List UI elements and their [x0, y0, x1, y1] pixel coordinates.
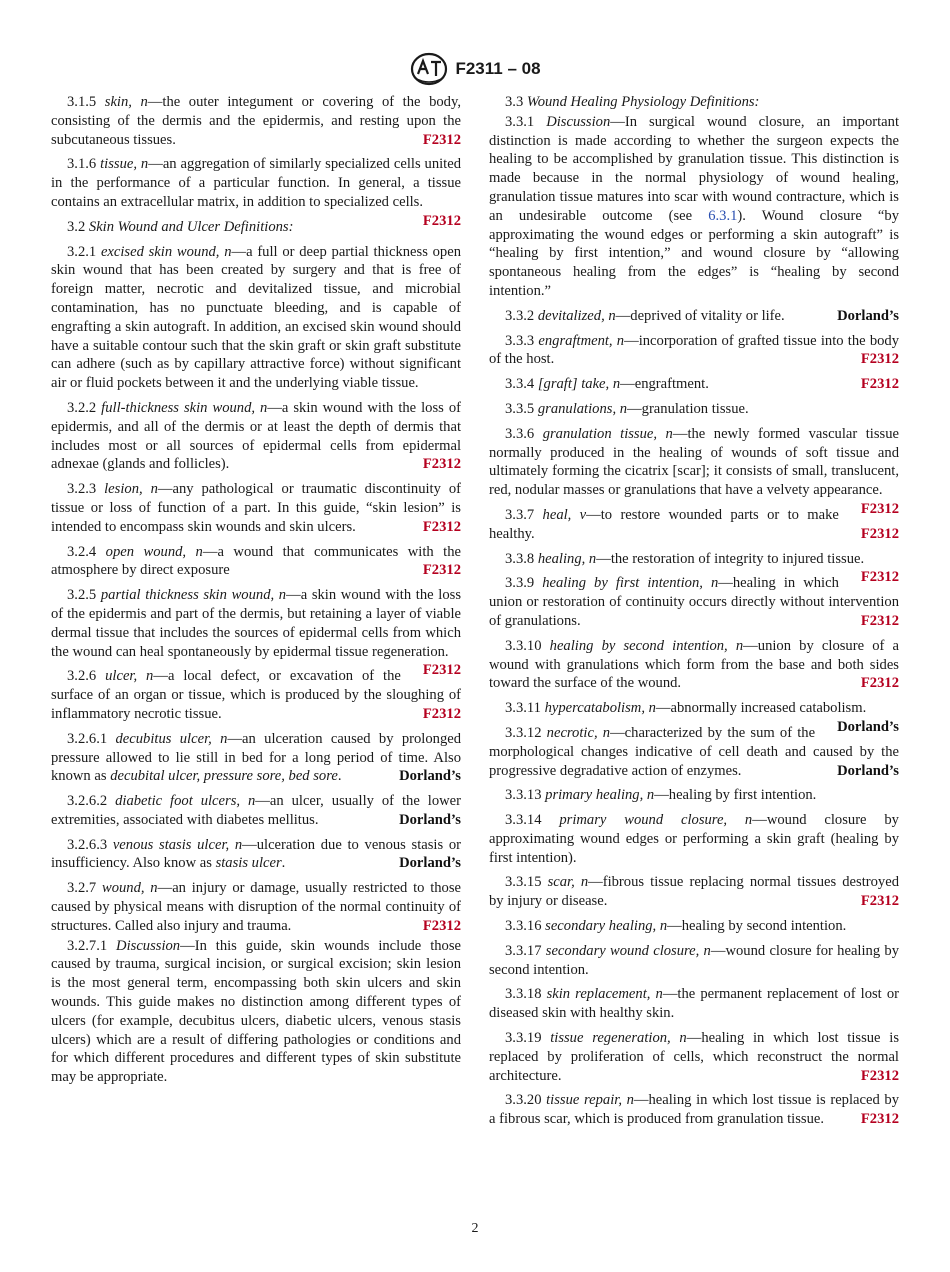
page-header [0, 52, 950, 86]
section-heading [51, 218, 461, 237]
definition-entry [489, 332, 899, 370]
source-reference: F2312 [860, 376, 899, 393]
definition-text: —healing in which lost tissue is replaced by proliferation of cells, which reconstruct the normal architecture. [489, 1030, 899, 1084]
definition-entry [489, 307, 899, 326]
definition-text: —the restoration of integrity to injured tissue. [596, 550, 865, 567]
section-number: 3.2 [67, 218, 89, 235]
defined-term: granulations, n [537, 400, 628, 417]
defined-term: open wound, n [105, 543, 203, 560]
definition-text: —an injury or damage, usually restricted to those caused by physical means with disruption of the normal continuity of structures. Called also injury and trauma. [51, 880, 462, 934]
definition-entry [489, 113, 899, 301]
clause-number: 3.3.9 [505, 575, 543, 592]
source-reference: F2312 [860, 500, 899, 517]
definition-entry [51, 730, 461, 786]
source-reference: F2312 [422, 917, 461, 934]
defined-term: hypercatabolism, n [544, 700, 656, 717]
definition-text-end: . [337, 768, 342, 785]
clause-number: 3.2.6.3 [67, 836, 113, 853]
clause-number: 3.2.2 [67, 399, 102, 416]
clause-number: 3.3.4 [505, 376, 538, 393]
definition-entry [489, 506, 899, 544]
page-number: 2 [471, 1221, 479, 1236]
clause-number: 3.1.6 [67, 156, 101, 173]
definition-text: —healing by first intention. [654, 787, 817, 804]
alternate-terms: decubital ulcer, pressure sore, bed sore [110, 768, 338, 785]
defined-term: heal, v [542, 506, 587, 523]
defined-term: tissue, n [100, 156, 149, 173]
definition-entry [489, 786, 899, 805]
definition-text: —incorporation of grafted tissue into the body of the host. [489, 332, 900, 368]
defined-term: granulation tissue, n [542, 425, 673, 442]
clause-number: 3.3.5 [505, 400, 538, 417]
definition-entry [489, 1091, 899, 1129]
definition-text: —engraftment. [620, 376, 709, 393]
clause-number: 3.3.6 [505, 425, 543, 442]
definition-entry [489, 375, 899, 394]
definition-text: —characterized by the sum of the morphological changes indicative of cell death and caused by the progressive degradative action of enzymes. [489, 724, 899, 779]
definition-entry [489, 942, 899, 980]
definition-entry [51, 543, 461, 581]
source-reference: F2312 [422, 518, 461, 535]
defined-term: necrotic, n [546, 724, 611, 741]
definition-entry [51, 792, 461, 830]
clause-number: 3.2.6 [67, 668, 106, 685]
defined-term: partial thickness skin wound, n [100, 587, 287, 604]
defined-term: diabetic foot ulcers, n [115, 793, 256, 810]
source-reference: F2312 [860, 525, 899, 542]
definition-text: —wound closure by approximating wound edges or performing a skin graft (healing by first intention). [489, 812, 899, 866]
clause-number: 3.3.10 [505, 637, 550, 654]
source-reference: Dorland’s [837, 307, 899, 324]
defined-term: secondary healing, n [545, 918, 668, 935]
section-link[interactable]: 6.3.1 [708, 207, 738, 224]
clause-number: 3.3.2 [505, 307, 538, 324]
section-heading [489, 93, 899, 112]
definition-text: —healing in which union or restoration of continuity occurs directly without intervention of granulations. [489, 575, 899, 629]
defined-term: Discussion [546, 113, 611, 130]
clause-number: 3.3.8 [505, 550, 538, 567]
definition-text: —ulceration due to venous stasis or insufficiency. Also know as [51, 836, 461, 872]
defined-term: Discussion [116, 937, 181, 954]
source-reference: F2312 [860, 893, 899, 910]
section-title: Skin Wound and Ulcer Definitions: [88, 218, 294, 235]
clause-number: 3.2.1 [67, 243, 101, 260]
clause-number: 3.3.16 [505, 918, 546, 935]
definition-text: —healing by second intention. [667, 918, 847, 935]
section-title: Wound Healing Physiology Definitions: [526, 94, 760, 110]
definition-text: —a local defect, or excavation of the surface of an organ or tissue, which is produced by the sloughing of inflammatory necrotic tissue. [51, 668, 461, 722]
definition-entry [489, 637, 899, 693]
definition-text: —a wound that communicates with the atmosphere by direct exposure [51, 543, 461, 579]
source-reference: Dorland’s [399, 811, 461, 828]
definition-text: —In surgical wound closure, an important distinction is made according to whether the surgeon expects the healing to be accomplished by granulation tissue. This distinction is made because in the normal physiology of wound healing, granulation tissue matures into scar with wound contracture, which is an undesirable outcome (see [489, 113, 899, 224]
clause-number: 3.3.14 [505, 812, 560, 829]
definition-text: —the newly formed vascular tissue normally produced in the healing of wounds of soft tissue and ultimately forming the cicatrix [scar]; it consists of small, translucent, red, nodular masses or granulations that have a velvety appearance. [489, 425, 899, 499]
clause-number: 3.3.15 [505, 874, 548, 891]
source-reference: F2312 [860, 675, 899, 692]
clause-number: 3.2.7 [67, 880, 102, 897]
definition-text: —an aggregation of similarly specialized cells united in the performance of a particular function. In general, a tissue contains an extracellular matrix, in addition to specialized cells. [51, 156, 462, 210]
defined-term: decubitus ulcer, n [115, 730, 228, 747]
source-reference: F2312 [860, 612, 899, 629]
definition-entry [51, 836, 461, 874]
source-reference: F2312 [860, 1067, 899, 1084]
definition-text: —an ulcer, usually of the lower extremities, associated with diabetes mellitus. [51, 793, 462, 828]
definition-entry [489, 873, 899, 911]
defined-term: skin replacement, n [546, 986, 663, 1003]
defined-term: full-thickness skin wound, n [101, 399, 268, 416]
source-reference: Dorland’s [399, 855, 461, 872]
defined-term: tissue repair, n [546, 1092, 634, 1109]
defined-term: scar, n [547, 874, 589, 891]
defined-term: healing, n [537, 550, 597, 567]
clause-number: 3.3.7 [505, 506, 543, 523]
defined-term: lesion, n [104, 481, 158, 498]
clause-number: 3.3.20 [505, 1092, 547, 1109]
defined-term: healing by second intention, n [549, 637, 744, 654]
definition-entry [489, 985, 899, 1023]
definition-entry [489, 1029, 899, 1085]
source-reference: F2312 [860, 351, 899, 368]
clause-number: 3.3.12 [505, 724, 547, 741]
clause-number: 3.3.3 [505, 332, 539, 349]
definition-text: —a full or deep partial thickness open skin wound that has been created by surgery and that is free of foreign matter, necrotic and devitalized tissue, and microbial contamination, has no punctuate bleeding, and is capable of engrafting a skin autograft. In addition, an excised skin wound should have a suitable contour such that the skin graft or skin graft substitute can adhere (such as by capillary attractive force) without significant air or fluid pockets between it and the underlying viable tissue. [51, 243, 461, 392]
definition-text: —union by closure of a wound with granulations which form from the base and both sides toward the surface of the wound. [489, 637, 899, 692]
defined-term: healing by first intention, n [542, 575, 719, 592]
section-number: 3.3 [505, 94, 527, 110]
definition-text: —the permanent replacement of lost or diseased skin with healthy skin. [489, 986, 899, 1022]
definition-text: —In this guide, skin wounds include those caused by trauma, surgical incision, or surgical excision; skin lesion is the most general term, encompassing both skin ulcers and skin wounds. This guide makes no distinction among different types of ulcers (for example, decubitus ulcers, diabetic ulcers, venous stasis ulcers) which are a result of differing pathologies or conditions and for which different procedures and different types of skin substitute may be appropriate. [51, 937, 461, 1086]
clause-number: 3.3.13 [505, 787, 546, 804]
definition-entry [51, 480, 461, 536]
definition-text: —wound closure for healing by second intention. [489, 942, 899, 978]
standard-designation: F2311 – 08 [455, 59, 541, 78]
defined-term: secondary wound closure, n [545, 942, 711, 959]
definition-text: —an ulceration caused by prolonged pressure allowed to lie still in bed for a long period of time. Also known as [51, 730, 462, 785]
definition-entry [51, 667, 461, 723]
definition-entry [489, 400, 899, 419]
clause-number: 3.3.11 [505, 700, 545, 717]
clause-number: 3.2.3 [67, 481, 105, 498]
definition-text: —healing in which lost tissue is replaced by a fibrous scar, which is produced from granulation tissue. [489, 1092, 899, 1128]
defined-term: excised skin wound, n [100, 243, 232, 260]
source-reference: Dorland’s [399, 768, 461, 785]
clause-number: 3.2.4 [67, 543, 106, 560]
definition-entry [489, 811, 899, 867]
defined-term: ulcer, n [105, 668, 154, 685]
definition-text: —fibrous tissue replacing normal tissues destroyed by injury or disease. [489, 874, 899, 910]
clause-number: 3.2.7.1 [67, 937, 117, 954]
source-reference: F2312 [860, 1111, 899, 1128]
definition-text: —a skin wound with the loss of the epidermis and part of the dermis, but retaining a layer of viable dermal tissue that includes the sources of epidermal cells from which the wound can heal spontaneously by epidermal tissue regeneration. [51, 587, 461, 660]
clause-number: 3.2.6.2 [67, 793, 116, 810]
definition-text: —abnormally increased catabolism. [655, 700, 867, 717]
clause-number: 3.3.1 [505, 113, 547, 130]
left-column [51, 93, 461, 1093]
clause-number: 3.2.6.1 [67, 730, 116, 747]
alternate-terms: stasis ulcer [215, 855, 282, 872]
definition-entry [51, 937, 461, 1087]
clause-number: 3.1.5 [67, 94, 105, 110]
definition-entry [51, 93, 461, 149]
defined-term: skin, n [104, 94, 148, 110]
definition-text: —deprived of vitality or life. [615, 307, 785, 324]
source-reference: F2312 [422, 662, 461, 679]
definition-entry [489, 917, 899, 936]
definition-text: —the outer integument or covering of the body, consisting of the dermis and the epidermis, and resting upon the subcutaneous tissues. [51, 94, 461, 148]
definition-text-end: ). Wound closure “by approximating the wound edges or performing a skin autograft” is “healing by first intention,” and wound closure by “allowing spontaneous healing from the edges” is “healing by second intention.” [489, 207, 899, 299]
source-reference: F2312 [422, 131, 461, 148]
source-reference: F2312 [422, 705, 461, 722]
defined-term: primary healing, n [545, 787, 655, 804]
defined-term: [graft] take, n [537, 376, 621, 393]
definition-text: —granulation tissue. [627, 400, 749, 417]
defined-term: engraftment, n [538, 332, 625, 349]
clause-number: 3.2.5 [67, 587, 101, 604]
definition-text-end: . [281, 855, 286, 872]
defined-term: tissue regeneration, n [550, 1030, 687, 1047]
definition-entry [51, 243, 461, 393]
definition-entry [51, 879, 461, 935]
definition-text: —a skin wound with the loss of epidermis, and all of the dermis or at least the depth of dermis that includes most or all sources of epidermal cells from epidermal adnexae (glands and follicles). [51, 399, 461, 473]
source-reference: F2312 [422, 456, 461, 473]
clause-number: 3.3.19 [505, 1030, 551, 1047]
definition-entry [51, 399, 461, 474]
defined-term: devitalized, n [537, 307, 616, 324]
clause-number: 3.3.18 [505, 986, 547, 1003]
source-reference: F2312 [422, 562, 461, 579]
source-reference: Dorland’s [837, 718, 899, 735]
right-column [489, 93, 899, 1135]
defined-term: primary wound closure, n [559, 812, 753, 829]
source-reference: F2312 [422, 212, 461, 229]
defined-term: venous stasis ulcer, n [112, 836, 243, 853]
source-reference: Dorland’s [837, 762, 899, 779]
clause-number: 3.3.17 [505, 942, 546, 959]
definition-entry [489, 574, 899, 630]
astm-logo-icon [409, 52, 449, 86]
definition-text: —any pathological or traumatic discontinuity of tissue or loss of function of a part. In this guide, “skin lesion” is intended to encompass skin wounds and skin ulcers. [51, 481, 461, 535]
defined-term: wound, n [101, 880, 158, 897]
source-reference: F2312 [860, 569, 899, 586]
definition-text: —to restore wounded parts or to make healthy. [489, 506, 839, 542]
